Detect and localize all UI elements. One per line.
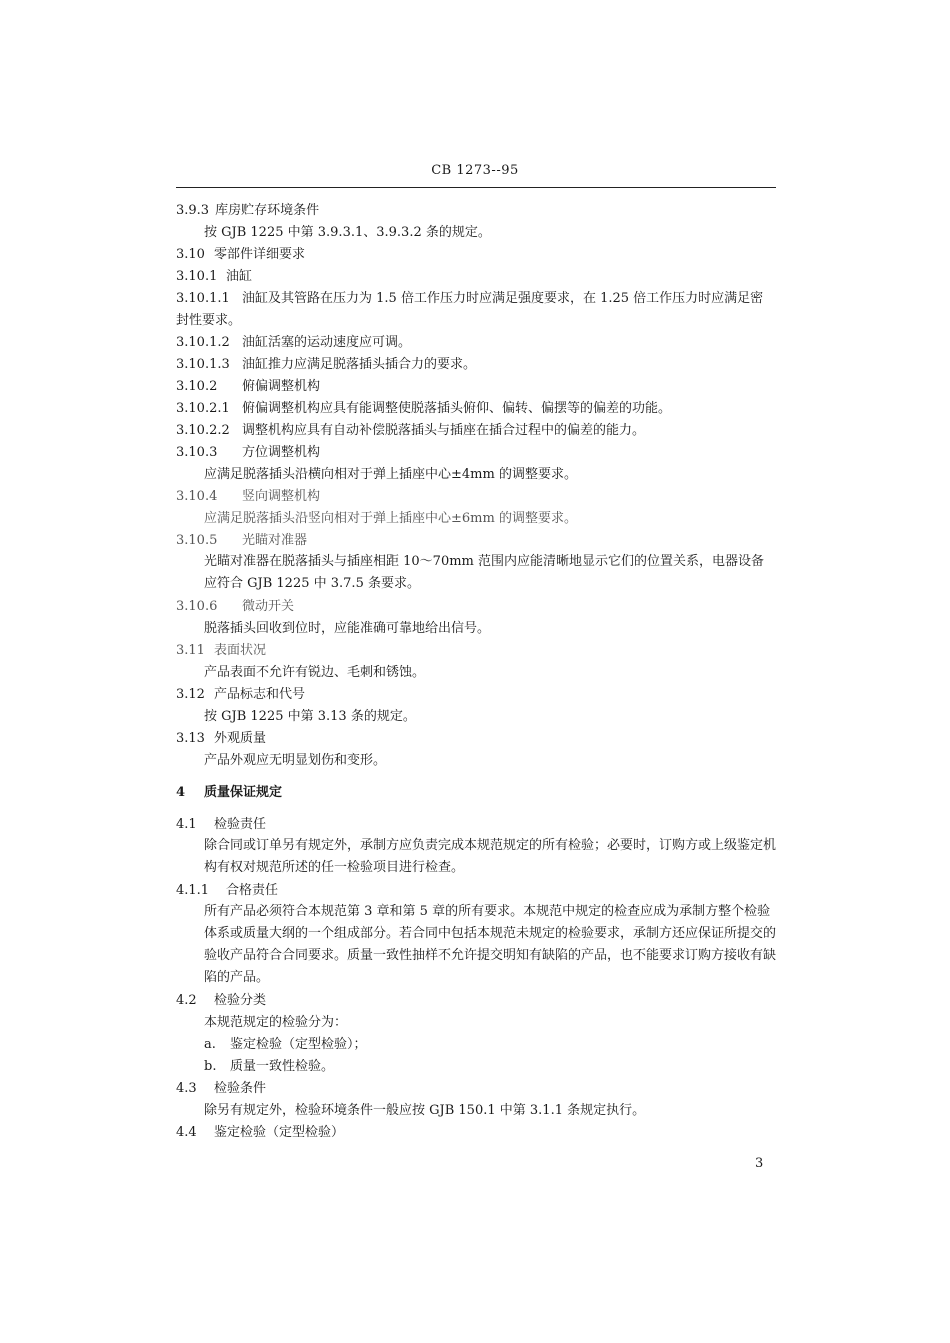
- clause-4-3: [176, 1080, 266, 1098]
- clause-title: 检验责任: [214, 817, 267, 832]
- clause-title: 方位调整机构: [242, 445, 321, 460]
- clause-3-10-2-1: [176, 400, 671, 418]
- list-text: 鉴定检验（定型检验）；: [230, 1037, 367, 1052]
- clause-body: 本规范规定的检验分为：: [204, 1015, 348, 1030]
- clause-number: 3.10.1: [176, 269, 218, 284]
- clause-body: 按 GJB 1225 中第 3.9.3.1、3.9.3.2 条的规定。: [204, 225, 491, 240]
- list-item-a: [204, 1036, 367, 1054]
- clause-number: 4.3: [176, 1081, 197, 1096]
- clause-body: 产品表面不允许有锐边、毛刺和锈蚀。: [204, 665, 426, 680]
- clause-body: 按 GJB 1225 中第 3.13 条的规定。: [204, 709, 416, 724]
- clause-title: 外观质量: [214, 731, 267, 746]
- clause-number: 3.9.3: [176, 203, 210, 218]
- clause-title: 合格责任: [226, 883, 279, 898]
- clause-body: 产品外观应无明显划伤和变形。: [204, 753, 387, 768]
- clause-number: 3.10.6: [176, 599, 218, 614]
- list-marker: b.: [204, 1059, 217, 1074]
- section-4-heading: [176, 784, 282, 802]
- list-item-b: [204, 1058, 334, 1076]
- clause-number: 3.10.1.1: [176, 291, 230, 306]
- clause-title: 检验分类: [214, 993, 267, 1008]
- clause-number: 3.10: [176, 247, 205, 262]
- clause-number: 3.10.1.2: [176, 335, 230, 350]
- section-title: 质量保证规定: [204, 785, 283, 800]
- document-code-header: CB 1273--95: [431, 163, 519, 178]
- clause-number: 3.10.3: [176, 445, 218, 460]
- clause-number: 4.1: [176, 817, 197, 832]
- clause-3-13: [176, 730, 266, 748]
- clause-3-10-6: [176, 598, 294, 616]
- clause-number: 3.11: [176, 643, 205, 658]
- clause-text: 调整机构应具有自动补偿脱落插头与插座在插合过程中的偏差的能力。: [242, 423, 646, 438]
- clause-number: 3.12: [176, 687, 205, 702]
- clause-title: 鉴定检验（定型检验）: [214, 1125, 345, 1140]
- clause-title: 产品标志和代号: [214, 687, 306, 702]
- clause-3-12: [176, 686, 305, 704]
- clause-4-2: [176, 992, 266, 1010]
- clause-body: 所有产品必须符合本规范第 3 章和第 5 章的所有要求。本规范中规定的检查应成为承制方整个检验体系或质量大纲的一个组成部分。若合同中包括本规范未规定的检验要求，承制方还应保证所提交的验收产品符合合同要求。质量一致性抽样不允许提交明知有缺陷的产品，也不能要求订购方接收有缺陷的产品。: [204, 904, 777, 985]
- clause-3-10: [176, 246, 305, 264]
- clause-3-10-1-1: [176, 288, 776, 332]
- clause-body: 脱落插头回收到位时，应能准确可靠地给出信号。: [204, 621, 491, 636]
- clause-3-9-3: [176, 202, 319, 220]
- clause-title: 库房贮存环境条件: [215, 203, 320, 218]
- clause-number: 4.4: [176, 1125, 197, 1140]
- clause-text: 油缸活塞的运动速度应可调。: [242, 335, 412, 350]
- clause-text: 油缸及其管路在压力为 1.5 倍工作压力时应满足强度要求，在 1.25 倍工作压力时应满足密封性要求。: [176, 291, 764, 328]
- header-divider: [176, 187, 776, 188]
- clause-number: 4.2: [176, 993, 197, 1008]
- clause-3-10-5: [176, 532, 307, 550]
- clause-body: 除合同或订单另有规定外，承制方应负责完成本规范规定的所有检验；必要时，订购方或上级鉴定机构有权对规范所述的任一检验项目进行检查。: [204, 838, 777, 875]
- clause-body: 应满足脱落插头沿横向相对于弹上插座中心±4mm 的调整要求。: [204, 467, 577, 482]
- clause-text: 俯偏调整机构应具有能调整使脱落插头俯仰、偏转、偏摆等的偏差的功能。: [242, 401, 672, 416]
- clause-4-1: [176, 816, 266, 834]
- clause-body: 光瞄对准器在脱落插头与插座相距 10～70mm 范围内应能清晰地显示它们的位置关系，电器设备应符合 GJB 1225 中 3.7.5 条要求。: [204, 554, 765, 591]
- clause-number: 3.10.2.2: [176, 423, 230, 438]
- clause-4-4: [176, 1124, 344, 1142]
- list-text: 质量一致性检验。: [230, 1059, 335, 1074]
- clause-number: 3.10.2.1: [176, 401, 230, 416]
- clause-number: 3.10.4: [176, 489, 218, 504]
- list-marker: a.: [204, 1037, 216, 1052]
- clause-title: 俯偏调整机构: [242, 379, 321, 394]
- clause-3-10-2: [176, 378, 320, 396]
- clause-number: 3.13: [176, 731, 205, 746]
- clause-3-10-4: [176, 488, 320, 506]
- clause-title: 光瞄对准器: [242, 533, 308, 548]
- clause-3-10-1: [176, 268, 252, 286]
- clause-3-10-2-2: [176, 422, 645, 440]
- clause-title: 竖向调整机构: [242, 489, 321, 504]
- clause-3-11: [176, 642, 266, 660]
- clause-title: 表面状况: [214, 643, 267, 658]
- clause-title: 油缸: [226, 269, 253, 284]
- clause-3-10-1-2: [176, 334, 411, 352]
- section-number: 4: [176, 785, 186, 800]
- clause-body: 除另有规定外，检验环境条件一般应按 GJB 150.1 中第 3.1.1 条规定执行。: [204, 1103, 646, 1118]
- page-number: 3: [755, 1156, 764, 1171]
- clause-title: 微动开关: [242, 599, 295, 614]
- clause-body: 应满足脱落插头沿竖向相对于弹上插座中心±6mm 的调整要求。: [204, 511, 577, 526]
- clause-3-10-1-3: [176, 356, 476, 374]
- clause-title: 零部件详细要求: [214, 247, 306, 262]
- clause-title: 检验条件: [214, 1081, 267, 1096]
- clause-4-1-1: [176, 882, 278, 900]
- clause-number: 3.10.1.3: [176, 357, 230, 372]
- clause-number: 4.1.1: [176, 883, 210, 898]
- clause-text: 油缸推力应满足脱落插头插合力的要求。: [242, 357, 477, 372]
- clause-number: 3.10.2: [176, 379, 218, 394]
- clause-number: 3.10.5: [176, 533, 218, 548]
- clause-3-10-3: [176, 444, 320, 462]
